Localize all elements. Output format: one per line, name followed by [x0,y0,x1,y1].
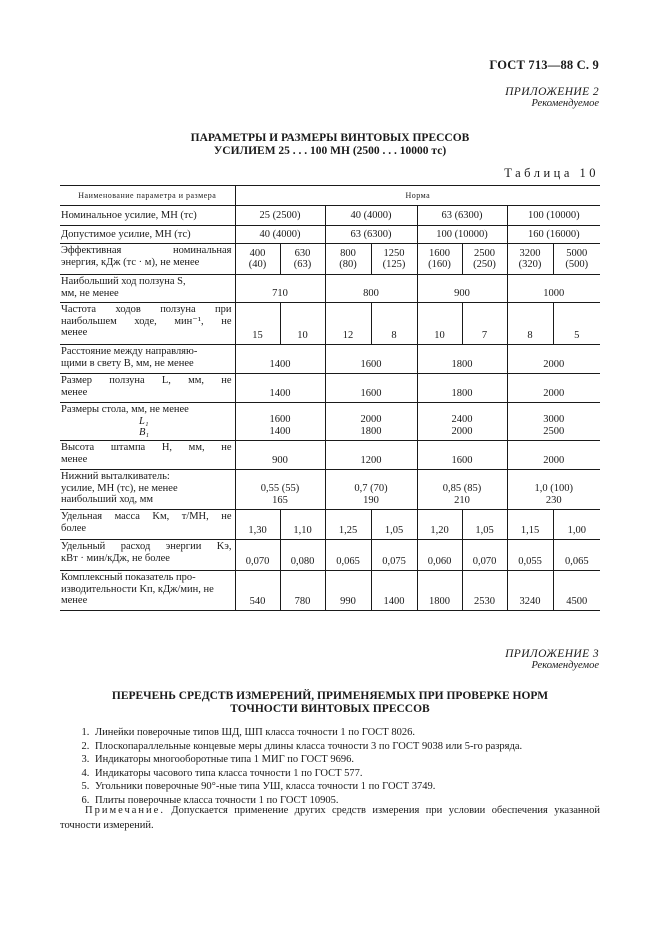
cell: 1,30 [235,510,280,540]
row-label [60,571,235,611]
list-title [60,690,600,716]
row-label-line: щими в свету B, мм, не менее [61,357,194,369]
cell-line: 800 [340,247,356,259]
note [60,803,600,833]
cell: 8 [507,303,553,345]
cell-line: 0,7 (70) [354,483,388,494]
header-norm: Норма [235,186,600,206]
cell: 100 (10000) [417,226,507,244]
cell [235,403,325,441]
cell-line: 190 [363,494,379,506]
table-title [60,132,600,158]
row-label-line: энергия, кДж (тс · м), не менее [61,256,200,268]
cell: 0,075 [371,540,417,571]
cell: 15 [235,303,280,345]
cell: 0,070 [462,540,507,571]
row-label-line: усилие, МН (тс), не менее [61,482,178,494]
table-row [60,403,600,441]
cell: 0,055 [507,540,553,571]
row-label-line: Нижний выталкиватель: [61,471,170,482]
cell: 4500 [553,571,600,611]
row-label-line: Частота ходов ползуна при [61,304,232,315]
row-label [60,403,235,441]
list-item: 2. Плоскопараллельные концевые меры длины класса точности 3 по ГОСТ 9038 или 5-го разряда. [92,740,600,754]
cell: 800 [325,275,417,303]
cell-line: 3000 [543,414,565,425]
list-item: 1. Линейки поверочные типов ШД, ШП класса точности 1 по ГОСТ 8026. [92,726,600,740]
cell [462,244,507,275]
row-label [60,244,235,275]
table-row [60,571,600,611]
cell: 63 (6300) [325,226,417,244]
row-label: Номинальное усилие, МН (тс) [61,209,197,221]
cell: 0,065 [553,540,600,571]
row-label [60,345,235,374]
cell: 40 (4000) [325,206,417,226]
cell-line: 0,85 (85) [442,483,482,494]
cell [371,244,417,275]
cell-line: (500) [565,259,589,270]
cell: 780 [280,571,325,611]
cell-line: 210 [454,494,470,506]
cell [553,244,600,275]
cell: 1400 [235,345,325,374]
appendix-2-label: ПРИЛОЖЕНИЕ 2 [505,86,599,98]
list-item: 3. Индикаторы многооборотные типа 1 МИГ по ГОСТ 9696. [92,753,600,767]
cell-line: 1600 [269,414,291,425]
header-param: Наименование параметра и размера [60,186,235,206]
cell: 1800 [417,571,462,611]
cell: 40 (4000) [235,226,325,244]
row-label [60,303,235,345]
cell: 10 [280,303,325,345]
cell: 1,05 [371,510,417,540]
appendix-2 [505,86,599,110]
cell [325,403,417,441]
note-lead: Примечание. [85,805,165,816]
table-row [60,374,600,403]
row-label-line: Размеры стола, мм, не менее [61,404,189,415]
row-label-line: менее [61,386,88,398]
cell: 12 [325,303,371,345]
row-label-line: Эффективная номинальная [61,245,232,256]
cell-line: (40) [248,259,267,270]
cell-line: 5000 [566,247,588,259]
cell [417,244,462,275]
cell-line: (320) [518,259,542,270]
instruments-list [60,726,600,807]
cell [507,244,553,275]
cell-line: 630 [294,247,311,259]
cell-line: 1400 [269,425,291,437]
row-label-sub-l: L₁ [139,415,149,427]
cell: 0,060 [417,540,462,571]
cell [280,244,325,275]
cell: 1,00 [553,510,600,540]
cell: 100 (10000) [507,206,600,226]
parameters-table [60,185,600,611]
note-text: Допускается применение других средств измерения при условии обеспечения указанной точности измерений. [60,805,601,831]
row-label: Допустимое усилие, МН (тс) [60,226,235,244]
row-label-line: менее [61,595,88,606]
cell: 1,10 [280,510,325,540]
cell: 1,05 [462,510,507,540]
table-row [60,244,600,275]
cell [235,470,325,510]
cell-line: 2000 [451,425,473,437]
cell-line: 1,0 (100) [534,483,574,494]
cell: 1400 [235,374,325,403]
cell-line: (250) [473,259,496,270]
cell: 1400 [371,571,417,611]
cell: 1200 [325,441,417,470]
row-label [60,470,235,510]
row-label-line: наибольшем ходе, мин⁻¹, не [61,315,232,327]
row-label-line: Размер ползуна L, мм, не [61,375,232,386]
cell: 5 [553,303,600,345]
cell-line: 165 [272,494,288,506]
cell: 1,25 [325,510,371,540]
cell: 710 [235,275,325,303]
row-label-line: Удельный расход энергии Kэ, [61,541,232,552]
cell [235,244,280,275]
appendix-2-status: Рекомендуемое [531,98,599,109]
row-label-line: изводительности Kп, кДж/мин, не [61,583,214,595]
cell: 1800 [417,374,507,403]
table-row [60,303,600,345]
row-label [60,374,235,403]
cell: 7 [462,303,507,345]
appendix-3-status: Рекомендуемое [531,660,599,671]
table-row [60,275,600,303]
row-label [60,510,235,540]
cell: 63 (6300) [417,206,507,226]
table-header-row [60,186,600,206]
list-item: 5. Угольники поверочные 90°-ные типа УШ, класса точности 1 по ГОСТ 3749. [92,780,600,794]
cell [325,244,371,275]
cell-line: (63) [293,259,312,270]
cell [325,470,417,510]
cell-line: (80) [339,259,357,270]
row-label-line: Комплексный показатель про- [61,572,196,583]
row-label-line: кВт · мин/кДж, не более [61,552,170,564]
cell-line: (160) [428,259,451,270]
cell-line: 2400 [451,414,473,425]
list-item: 6. Плиты поверочные класса точности 1 по ГОСТ 10905. [92,794,600,808]
table-title-line-2: УСИЛИЕМ 25 . . . 100 МН (2500 . . . 10000 тс) [213,145,447,157]
list-title-line-1: ПЕРЕЧЕНЬ СРЕДСТВ ИЗМЕРЕНИЙ, ПРИМЕНЯЕМЫХ ПРИ ПРОВЕРКЕ НОРМ [111,690,549,702]
cell: 1000 [507,275,600,303]
cell-line: 3200 [519,247,541,259]
cell [507,403,600,441]
row-label-sub-b: B₁ [139,427,150,438]
cell: 1600 [325,374,417,403]
list-title-line-2: ТОЧНОСТИ ВИНТОВЫХ ПРЕССОВ [230,703,430,715]
table-row [60,226,600,244]
list-item: 4. Индикаторы часового типа класса точности 1 по ГОСТ 577. [92,767,600,781]
appendix-3-label: ПРИЛОЖЕНИЕ 3 [505,648,599,660]
cell: 3240 [507,571,553,611]
row-label-line: Высота штампа H, мм, не [61,442,232,453]
table-number: Таблица 10 [504,166,599,180]
cell: 0,065 [325,540,371,571]
row-label [60,275,235,303]
cell [417,470,507,510]
cell: 1,20 [417,510,462,540]
cell-line: 1800 [360,425,382,437]
cell: 2000 [507,374,600,403]
cell: 1600 [417,441,507,470]
cell: 900 [417,275,507,303]
appendix-3 [505,648,599,672]
row-label [60,540,235,571]
cell: 1,15 [507,510,553,540]
cell: 2000 [507,345,600,374]
cell-line: 230 [545,494,562,506]
cell: 900 [235,441,325,470]
cell [417,403,507,441]
cell: 2000 [507,441,600,470]
row-label-line: Удельная масса Kм, т/МН, не [61,511,232,522]
cell: 540 [235,571,280,611]
cell: 8 [371,303,417,345]
row-label-line: мм, не менее [61,287,119,299]
row-label-line: Расстояние между направляю- [61,346,198,357]
table-row [60,470,600,510]
row-label-line: менее [61,453,88,465]
table-title-line-1: ПАРАМЕТРЫ И РАЗМЕРЫ ВИНТОВЫХ ПРЕССОВ [190,132,470,144]
cell-line: 2500 [474,247,495,259]
cell-line: 1600 [429,247,450,259]
table-row [60,345,600,374]
table-row [60,540,600,571]
row-label-line: менее [61,327,88,338]
table-row [60,206,600,226]
cell-line: 1250 [383,247,405,259]
cell: 0,070 [235,540,280,571]
cell-line: 0,55 (55) [260,483,300,494]
cell: 0,080 [280,540,325,571]
cell-line: (125) [382,259,406,270]
row-label-line: наибольший ход, мм [61,494,154,505]
page-header: ГОСТ 713—88 С. 9 [489,58,599,72]
cell: 1800 [417,345,507,374]
cell: 990 [325,571,371,611]
cell-line: 400 [249,247,266,259]
row-label-line: Наибольший ход ползуна S, [61,276,186,287]
row-label [60,441,235,470]
row-label-line: более [61,522,87,534]
cell: 10 [417,303,462,345]
cell-line: 2500 [543,425,565,437]
cell: 160 (16000) [507,226,600,244]
cell: 1600 [325,345,417,374]
cell: 25 (2500) [235,206,325,226]
cell [507,470,600,510]
cell: 2530 [462,571,507,611]
table-row [60,510,600,540]
cell-line: 2000 [360,414,382,425]
table-row [60,441,600,470]
